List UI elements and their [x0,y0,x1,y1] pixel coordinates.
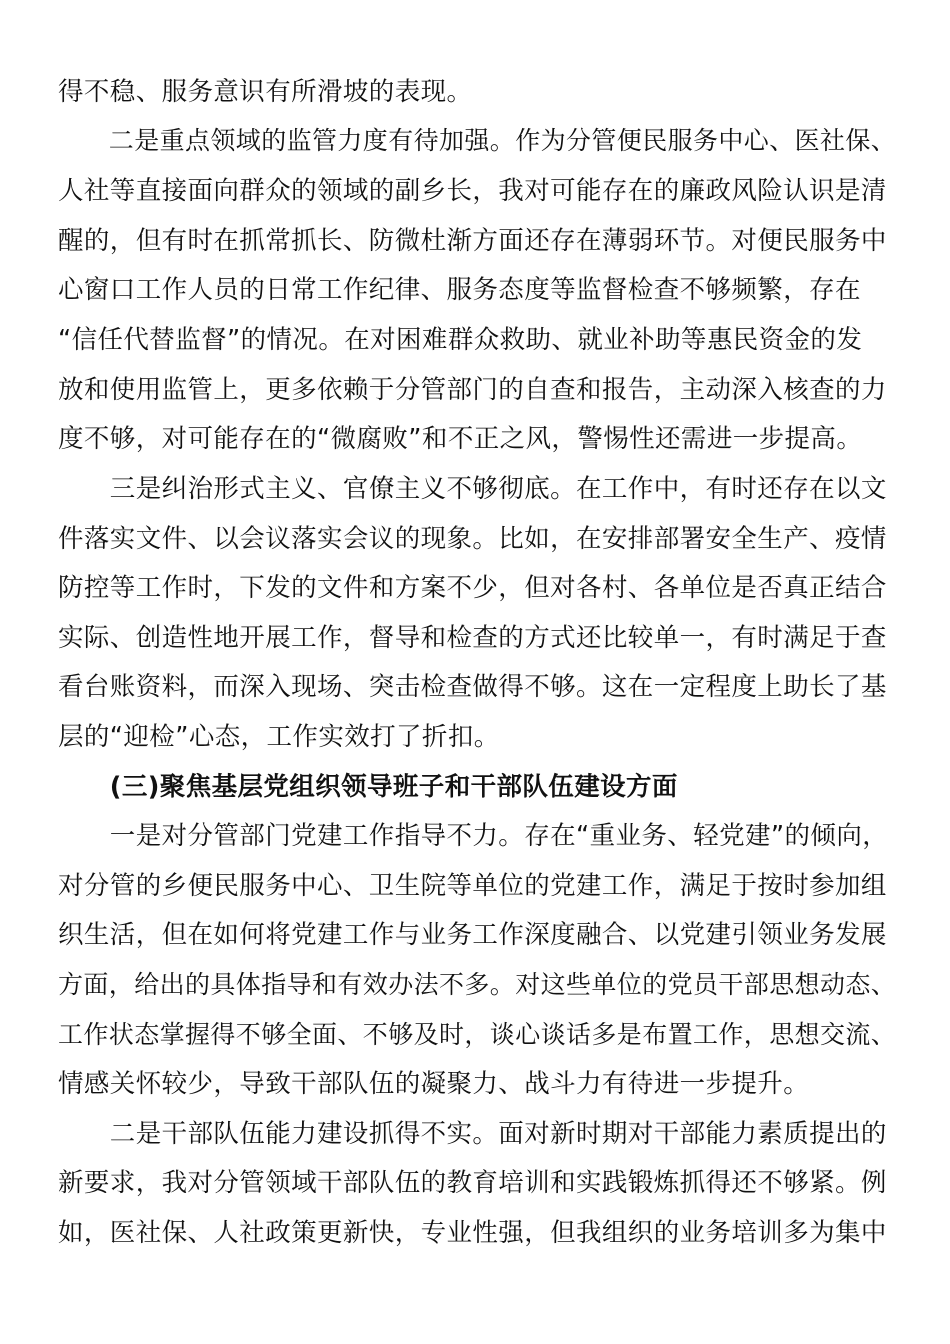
text-line: 三是纠治形式主义、官僚主义不够彻底。在工作中，有时还存在以文 [58,474,887,504]
text-line: 件落实文件、以会议落实会议的现象。比如，在安排部署安全生产、疫情 [58,524,887,554]
text-line: 人社等直接面向群众的领域的副乡长，我对可能存在的廉政风险认识是清 [58,176,887,206]
text-line: 防控等工作时，下发的文件和方案不少，但对各村、各单位是否真正结合 [58,573,887,603]
text-line: 二是干部队伍能力建设抓得不实。面对新时期对干部能力素质提出的 [58,1119,887,1149]
text-line: 新要求，我对分管领域干部队伍的教育培训和实践锻炼抓得还不够紧。例 [58,1168,887,1198]
text-line: 度不够，对可能存在的“微腐败”和不正之风，警惕性还需进一步提高。 [58,424,863,454]
text-line: 心窗口工作人员的日常工作纪律、服务态度等监督检查不够频繁，存在 [58,275,861,305]
text-line: 醒的，但有时在抓常抓长、防微杜渐方面还存在薄弱环节。对便民服务中 [58,226,887,256]
text-line: 情感关怀较少，导致干部队伍的凝聚力、战斗力有待进一步提升。 [58,1069,810,1099]
text-line: 一是对分管部门党建工作指导不力。存在“重业务、轻党建”的倾向， [58,821,889,851]
text-line: “信任代替监督”的情况。在对困难群众救助、就业补助等惠民资金的发 [58,325,863,355]
text-line: 织生活，但在如何将党建工作与业务工作深度融合、以党建引领业务发展 [58,920,887,950]
text-line: 如，医社保、人社政策更新快，专业性强，但我组织的业务培训多为集中 [58,1218,887,1248]
text-line: 层的“迎检”心态，工作实效打了折扣。 [58,722,500,752]
text-line: 方面，给出的具体指导和有效办法不多。对这些单位的党员干部思想动态、 [58,970,897,999]
text-line: 得不稳、服务意识有所滑坡的表现。 [58,77,473,107]
section-heading: (三)聚焦基层党组织领导班子和干部队伍建设方面 [58,772,678,802]
text-line: 放和使用监管上，更多依赖于分管部门的自查和报告，主动深入核查的力 [58,375,887,405]
text-line: 二是重点领域的监管力度有待加强。作为分管便民服务中心、医社保、 [58,126,897,155]
text-line: 实际、创造性地开展工作，督导和检查的方式还比较单一，有时满足于查 [58,623,887,653]
text-line: 对分管的乡便民服务中心、卫生院等单位的党建工作，满足于按时参加组 [58,871,887,901]
text-line: 看台账资料，而深入现场、突击检查做得不够。这在一定程度上助长了基 [58,672,887,702]
text-line: 工作状态掌握得不够全面、不够及时，谈心谈话多是布置工作，思想交流、 [58,1020,897,1049]
